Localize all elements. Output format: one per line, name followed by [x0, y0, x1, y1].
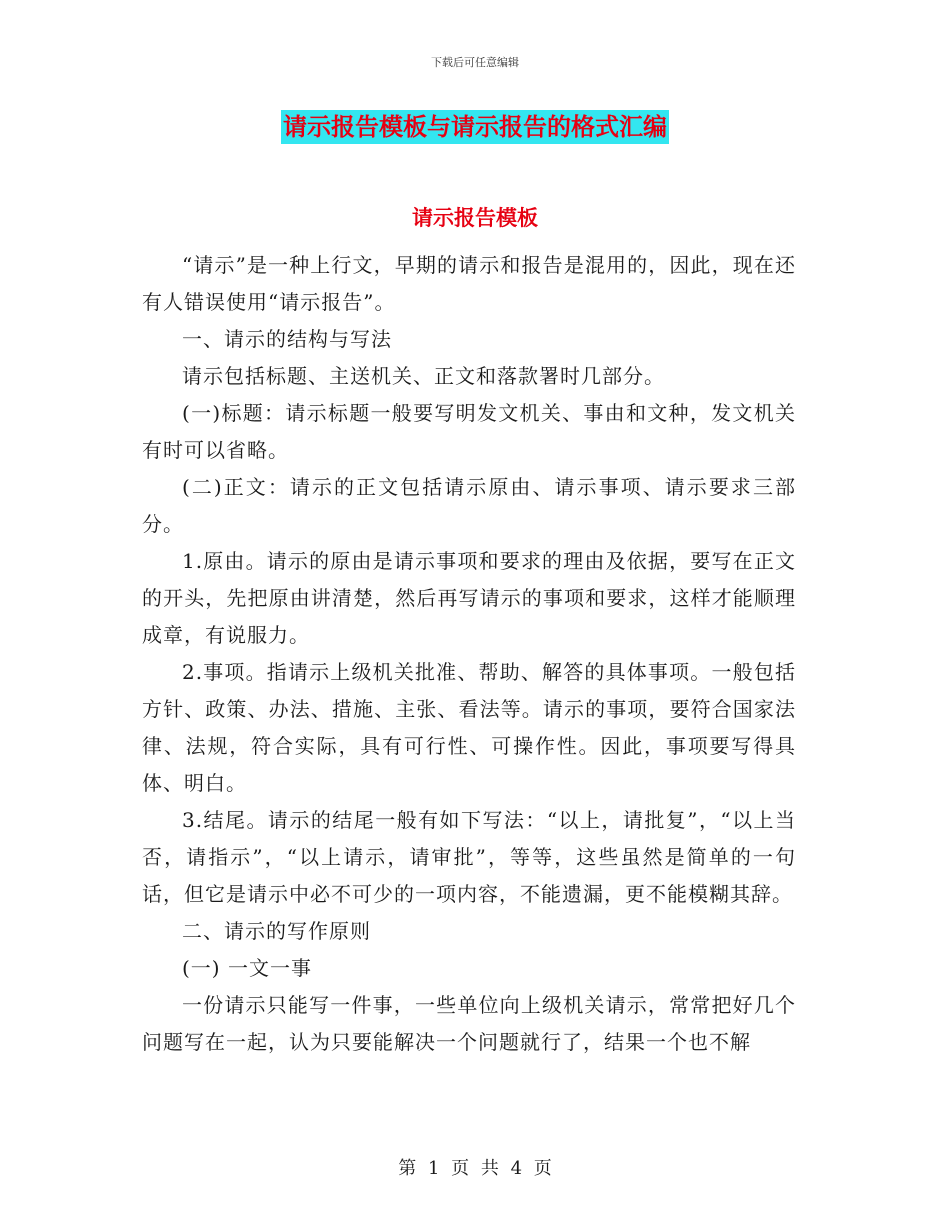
paragraph: (一) 一文一事: [182, 956, 312, 980]
page-indicator: 第 1 页 共 4 页: [398, 1158, 552, 1179]
paragraph: 3.结尾。请示的结尾一般有如下写法：“以上，请批复”，“以上当否，请指示”，“以上请示，请审批”，等等，这些虽然是简单的一句话，但它是请示中必不可少的一项内容，不能遗漏，更不能模糊其辞。: [142, 808, 796, 906]
paragraph: 一份请示只能写一件事，一些单位向上级机关请示，常常把好几个问题写在一起，认为只要能解决一个问题就行了，结果一个也不解: [142, 993, 796, 1054]
paragraph: 一、请示的结构与写法: [182, 327, 392, 351]
paragraph: 1.原由。请示的原由是请示事项和要求的理由及依据，要写在正文的开头，先把原由讲清楚，然后再写请示的事项和要求，这样才能顺理成章，有说服力。: [142, 549, 796, 647]
paragraph: 请示包括标题、主送机关、正文和落款署时几部分。: [182, 364, 665, 388]
paragraph: “请示”是一种上行文，早期的请示和报告是混用的，因此，现在还有人错误使用“请示报告”。: [142, 253, 796, 314]
download-note: 下载后可任意编辑: [431, 56, 519, 69]
document-body: [142, 247, 796, 1061]
paragraph: 二、请示的写作原则: [182, 919, 371, 943]
paragraph: 2.事项。指请示上级机关批准、帮助、解答的具体事项。一般包括方针、政策、办法、措施、主张、看法等。请示的事项，要符合国家法律、法规，符合实际，具有可行性、可操作性。因此，事项要写得具体、明白。: [142, 660, 796, 795]
document-title-container: [0, 110, 950, 144]
paragraph: (二)正文：请示的正文包括请示原由、请示事项、请示要求三部分。: [142, 475, 796, 536]
document-title: 请示报告模板与请示报告的格式汇编: [281, 110, 669, 144]
paragraph: (一)标题：请示标题一般要写明发文机关、事由和文种，发文机关有时可以省略。: [142, 401, 796, 462]
section-title: 请示报告模板: [412, 206, 538, 230]
